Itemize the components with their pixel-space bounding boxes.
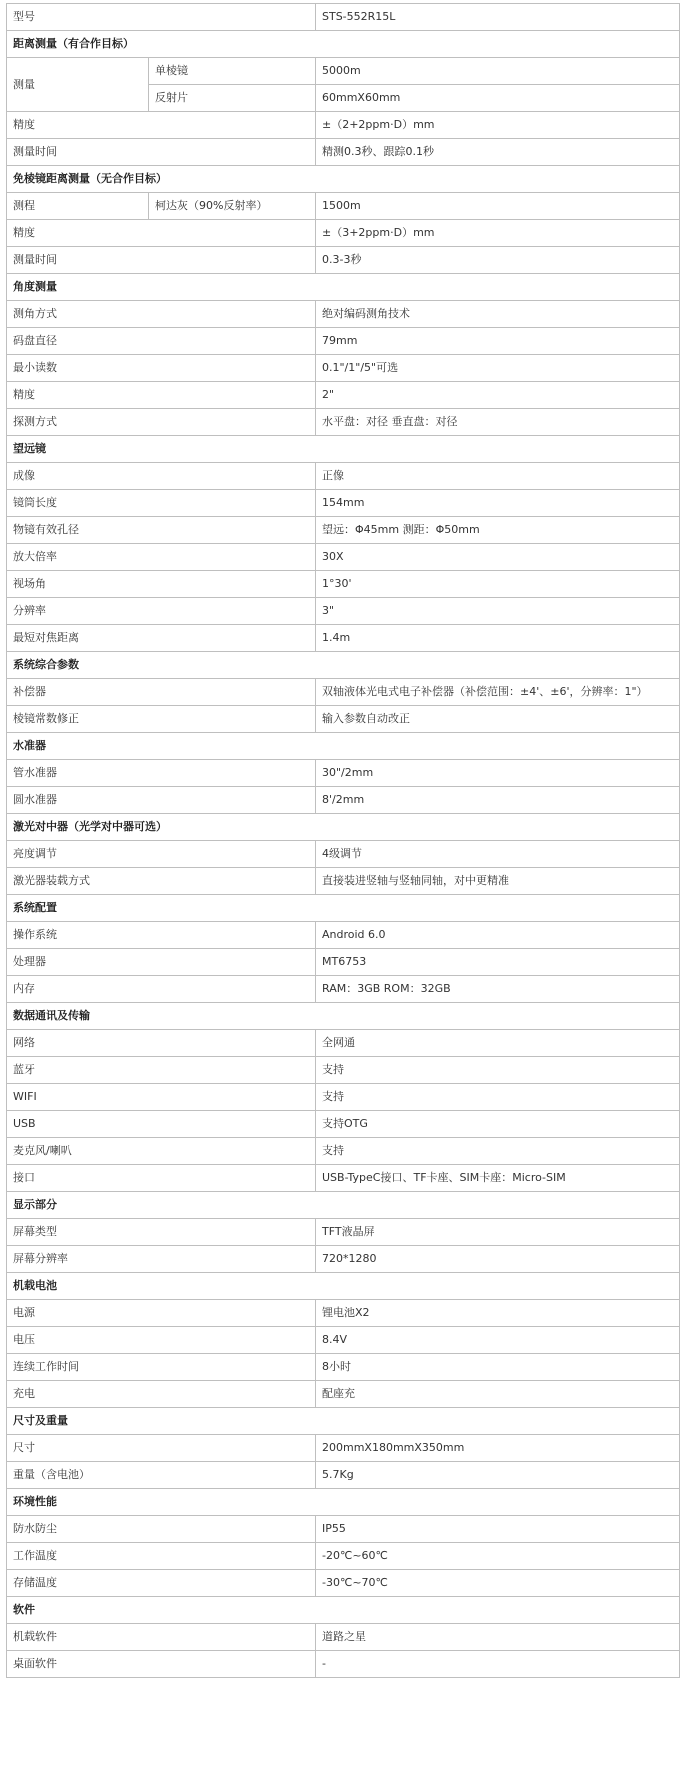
spec-label: 精度 [7, 220, 316, 247]
table-row [7, 679, 680, 706]
table-row [7, 193, 680, 220]
table-row [7, 1516, 680, 1543]
spec-label: 测角方式 [7, 301, 316, 328]
spec-value: ±（2+2ppm·D）mm [316, 112, 680, 139]
table-row [7, 1030, 680, 1057]
spec-label: 存储温度 [7, 1570, 316, 1597]
spec-value: 30"/2mm [316, 760, 680, 787]
spec-table [6, 3, 680, 1678]
spec-value: 锂电池X2 [316, 1300, 680, 1327]
spec-value: 5.7Kg [316, 1462, 680, 1489]
spec-sublabel: 反射片 [149, 85, 316, 112]
spec-value: TFT液晶屏 [316, 1219, 680, 1246]
table-row [7, 868, 680, 895]
table-row [7, 328, 680, 355]
table-row [7, 139, 680, 166]
table-row [7, 1165, 680, 1192]
spec-label: 内存 [7, 976, 316, 1003]
table-row [7, 355, 680, 382]
spec-label: 型号 [7, 4, 316, 31]
spec-label: 精度 [7, 112, 316, 139]
spec-value: 200mmX180mmX350mm [316, 1435, 680, 1462]
table-row [7, 598, 680, 625]
table-row [7, 1570, 680, 1597]
table-row [7, 1111, 680, 1138]
spec-value: 8'/2mm [316, 787, 680, 814]
spec-value: 720*1280 [316, 1246, 680, 1273]
spec-value: -20℃~60℃ [316, 1543, 680, 1570]
spec-value: 1°30' [316, 571, 680, 598]
spec-value: 道路之星 [316, 1624, 680, 1651]
spec-sublabel: 柯达灰（90%反射率） [149, 193, 316, 220]
spec-value: 4级调节 [316, 841, 680, 868]
spec-value: 1500m [316, 193, 680, 220]
spec-label: 镜筒长度 [7, 490, 316, 517]
section-title: 机载电池 [7, 1273, 680, 1300]
spec-label: 工作温度 [7, 1543, 316, 1570]
spec-label: 操作系统 [7, 922, 316, 949]
spec-value: 支持 [316, 1057, 680, 1084]
spec-value: 0.1"/1"/5"可选 [316, 355, 680, 382]
section-header-row [7, 1408, 680, 1435]
section-header-row [7, 166, 680, 193]
table-row [7, 1435, 680, 1462]
spec-value: IP55 [316, 1516, 680, 1543]
spec-value: 输入参数自动改正 [316, 706, 680, 733]
spec-label: 放大倍率 [7, 544, 316, 571]
spec-value: 望远：Φ45mm 测距：Φ50mm [316, 517, 680, 544]
spec-value: 直接装进竖轴与竖轴同轴，对中更精准 [316, 868, 680, 895]
table-row [7, 922, 680, 949]
section-header-row [7, 814, 680, 841]
spec-value: USB-TypeC接口、TF卡座、SIM卡座：Micro-SIM [316, 1165, 680, 1192]
spec-label: 补偿器 [7, 679, 316, 706]
spec-value: RAM：3GB ROM：32GB [316, 976, 680, 1003]
spec-label: 接口 [7, 1165, 316, 1192]
section-header-row [7, 1192, 680, 1219]
table-row [7, 1624, 680, 1651]
spec-label: 激光器装载方式 [7, 868, 316, 895]
spec-label: 桌面软件 [7, 1651, 316, 1678]
spec-label: 成像 [7, 463, 316, 490]
section-header-row [7, 1489, 680, 1516]
spec-label: 亮度调节 [7, 841, 316, 868]
table-row [7, 463, 680, 490]
spec-label: 精度 [7, 382, 316, 409]
spec-value: 精测0.3秒、跟踪0.1秒 [316, 139, 680, 166]
table-row [7, 1381, 680, 1408]
spec-label: 测量时间 [7, 247, 316, 274]
table-row [7, 517, 680, 544]
table-row [7, 760, 680, 787]
spec-value: 79mm [316, 328, 680, 355]
table-row [7, 1354, 680, 1381]
spec-value: 绝对编码测角技术 [316, 301, 680, 328]
table-row [7, 1057, 680, 1084]
spec-value: Android 6.0 [316, 922, 680, 949]
spec-label: 分辨率 [7, 598, 316, 625]
section-title: 系统配置 [7, 895, 680, 922]
spec-label: 测量时间 [7, 139, 316, 166]
spec-value: 水平盘：对径 垂直盘：对径 [316, 409, 680, 436]
section-title: 免棱镜距离测量（无合作目标） [7, 166, 680, 193]
spec-label: 重量（含电池） [7, 1462, 316, 1489]
spec-sublabel: 单棱镜 [149, 58, 316, 85]
spec-value: 60mmX60mm [316, 85, 680, 112]
spec-table-body [7, 4, 680, 1678]
spec-label: 防水防尘 [7, 1516, 316, 1543]
section-header-row [7, 895, 680, 922]
table-row [7, 544, 680, 571]
table-row [7, 1327, 680, 1354]
spec-value: - [316, 1651, 680, 1678]
spec-label: 处理器 [7, 949, 316, 976]
table-row [7, 949, 680, 976]
spec-value: ±（3+2ppm·D）mm [316, 220, 680, 247]
spec-value: 全网通 [316, 1030, 680, 1057]
section-title: 望远镜 [7, 436, 680, 463]
spec-label: 网络 [7, 1030, 316, 1057]
spec-value: 双轴液体光电式电子补偿器（补偿范围：±4'、±6'，分辨率：1"） [316, 679, 680, 706]
table-row [7, 1084, 680, 1111]
spec-label: 码盘直径 [7, 328, 316, 355]
section-title: 显示部分 [7, 1192, 680, 1219]
section-header-row [7, 436, 680, 463]
spec-label: 视场角 [7, 571, 316, 598]
spec-value: 3" [316, 598, 680, 625]
section-header-row [7, 733, 680, 760]
table-row [7, 1138, 680, 1165]
spec-value: 0.3-3秒 [316, 247, 680, 274]
section-header-row [7, 652, 680, 679]
spec-value: 8.4V [316, 1327, 680, 1354]
spec-value: 支持 [316, 1084, 680, 1111]
spec-label: 最短对焦距离 [7, 625, 316, 652]
spec-value: 支持 [316, 1138, 680, 1165]
section-header-row [7, 1597, 680, 1624]
table-row [7, 220, 680, 247]
table-row [7, 490, 680, 517]
section-title: 水准器 [7, 733, 680, 760]
spec-label: 尺寸 [7, 1435, 316, 1462]
table-row [7, 1462, 680, 1489]
spec-value: 1.4m [316, 625, 680, 652]
spec-value: 正像 [316, 463, 680, 490]
table-row [7, 58, 680, 85]
table-row [7, 382, 680, 409]
table-row [7, 1219, 680, 1246]
section-header-row [7, 1003, 680, 1030]
spec-label: USB [7, 1111, 316, 1138]
spec-label: 电压 [7, 1327, 316, 1354]
spec-value: 支持OTG [316, 1111, 680, 1138]
table-row [7, 4, 680, 31]
table-row [7, 706, 680, 733]
table-row [7, 625, 680, 652]
section-header-row [7, 31, 680, 58]
table-row [7, 247, 680, 274]
table-row [7, 787, 680, 814]
section-title: 数据通讯及传输 [7, 1003, 680, 1030]
spec-label: 探测方式 [7, 409, 316, 436]
section-title: 系统综合参数 [7, 652, 680, 679]
table-row [7, 1543, 680, 1570]
section-header-row [7, 1273, 680, 1300]
table-row [7, 1300, 680, 1327]
spec-label: WIFI [7, 1084, 316, 1111]
table-row [7, 112, 680, 139]
spec-label: 屏幕类型 [7, 1219, 316, 1246]
spec-label: 电源 [7, 1300, 316, 1327]
spec-label: 测程 [7, 193, 149, 220]
spec-value: 5000m [316, 58, 680, 85]
spec-label: 物镜有效孔径 [7, 517, 316, 544]
table-row [7, 301, 680, 328]
section-title: 软件 [7, 1597, 680, 1624]
spec-label: 机载软件 [7, 1624, 316, 1651]
table-row [7, 409, 680, 436]
table-row [7, 1651, 680, 1678]
section-title: 环境性能 [7, 1489, 680, 1516]
section-title: 角度测量 [7, 274, 680, 301]
section-title: 激光对中器（光学对中器可选） [7, 814, 680, 841]
table-row [7, 571, 680, 598]
spec-label: 充电 [7, 1381, 316, 1408]
spec-label: 测量 [7, 58, 149, 112]
section-title: 距离测量（有合作目标） [7, 31, 680, 58]
spec-label: 最小读数 [7, 355, 316, 382]
spec-label: 棱镜常数修正 [7, 706, 316, 733]
spec-value: 8小时 [316, 1354, 680, 1381]
spec-value: 2" [316, 382, 680, 409]
table-row [7, 1246, 680, 1273]
section-header-row [7, 274, 680, 301]
spec-label: 蓝牙 [7, 1057, 316, 1084]
spec-value: STS-552R15L [316, 4, 680, 31]
table-row [7, 976, 680, 1003]
spec-label: 圆水准器 [7, 787, 316, 814]
table-row [7, 841, 680, 868]
spec-label: 连续工作时间 [7, 1354, 316, 1381]
spec-value: 配座充 [316, 1381, 680, 1408]
spec-label: 麦克风/喇叭 [7, 1138, 316, 1165]
spec-value: 30X [316, 544, 680, 571]
spec-value: 154mm [316, 490, 680, 517]
spec-label: 管水准器 [7, 760, 316, 787]
section-title: 尺寸及重量 [7, 1408, 680, 1435]
spec-label: 屏幕分辨率 [7, 1246, 316, 1273]
spec-value: -30℃~70℃ [316, 1570, 680, 1597]
spec-value: MT6753 [316, 949, 680, 976]
